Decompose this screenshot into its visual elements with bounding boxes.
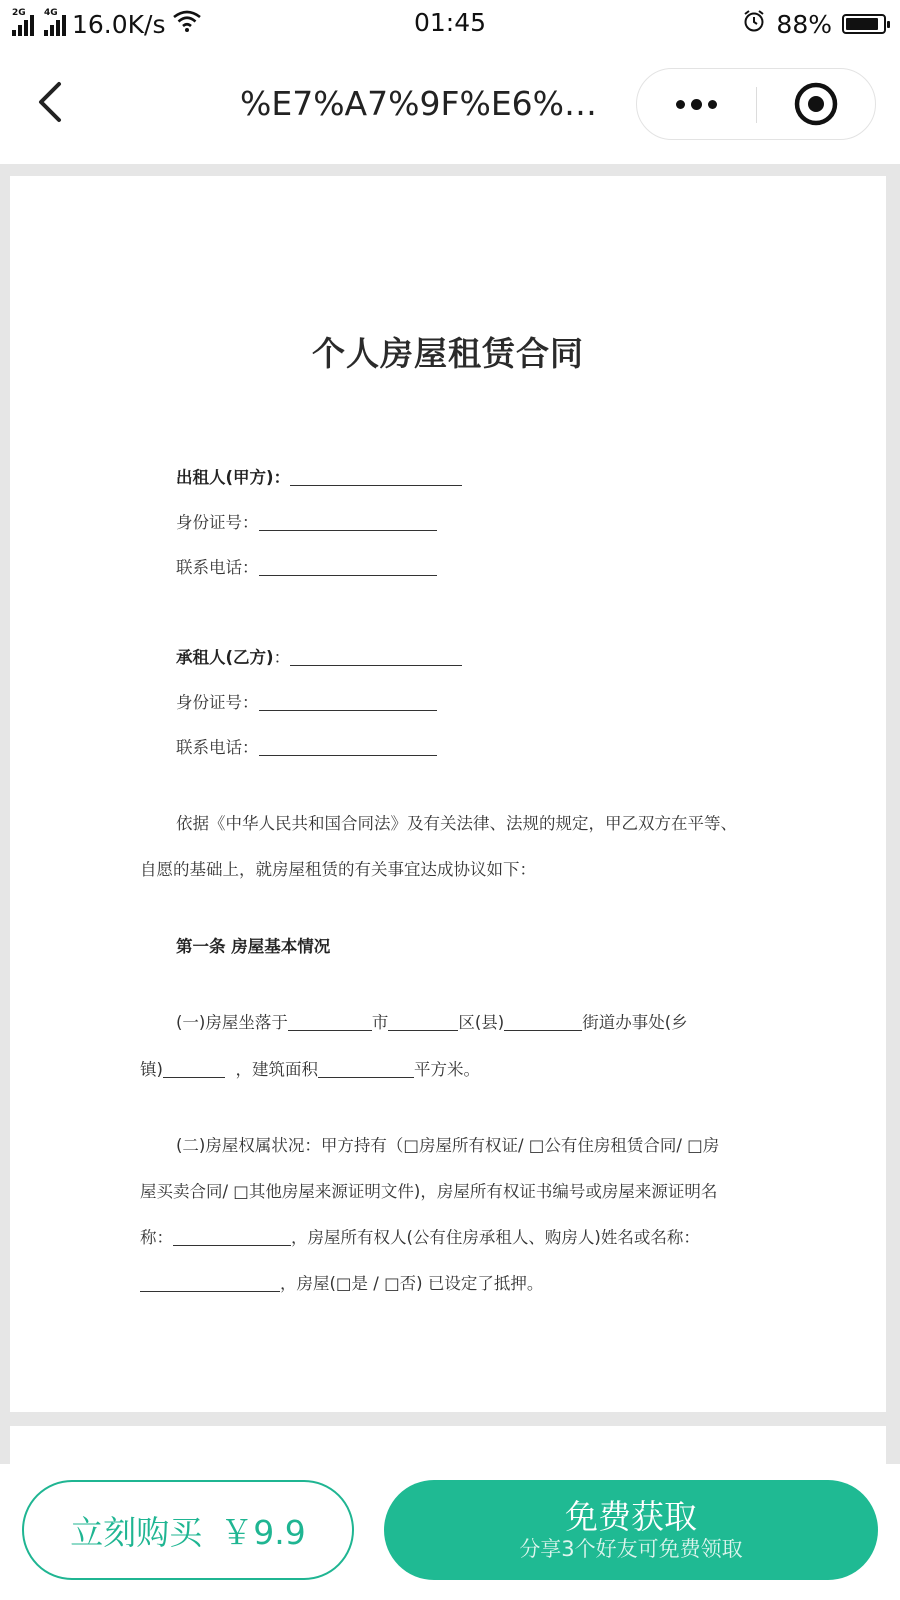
network-speed: 16.0K/s xyxy=(72,9,166,39)
free-label: 免费获取 xyxy=(565,1497,697,1536)
close-miniprogram-button[interactable] xyxy=(757,69,875,139)
more-icon xyxy=(676,100,685,109)
back-button[interactable] xyxy=(20,70,80,134)
alarm-icon xyxy=(742,9,766,39)
status-bar xyxy=(0,0,900,48)
lessor-line: 出租人(甲方)： xyxy=(176,464,462,488)
get-free-button[interactable] xyxy=(384,1480,878,1580)
document-page xyxy=(10,176,886,1412)
document-title: 个人房屋租赁合同 xyxy=(312,334,584,373)
intro-line-1: 依据《中华人民共和国合同法》及有关法律、法规的规定，甲乙双方在平等、 xyxy=(176,814,737,833)
clause-1-line-1: (一)房屋坐落于 市 区(县) 街道办事处(乡 xyxy=(176,1013,688,1032)
intro-line-2: 自愿的基础上，就房屋租赁的有关事宜达成协议如下： xyxy=(140,860,536,879)
clock: 01:45 xyxy=(413,8,487,37)
article-1-title: 第一条 房屋基本情况 xyxy=(176,937,331,956)
lessor-phone-line: 联系电话： xyxy=(176,554,437,578)
signal-2g-icon: 2G xyxy=(12,12,34,36)
buy-label: 立刻购买 xyxy=(70,1512,203,1552)
status-right xyxy=(742,8,886,40)
lessee-line: 承租人(乙方)： xyxy=(176,644,462,668)
miniprogram-capsule xyxy=(636,68,876,140)
lessee-phone-line: 联系电话： xyxy=(176,734,437,758)
battery-icon xyxy=(842,14,886,34)
buy-now-button[interactable] xyxy=(22,1480,354,1580)
clause-2-line-3: 称： ，房屋所有权人(公有住房承租人、购房人)姓名或名称： xyxy=(140,1228,700,1247)
free-sub-label: 分享3个好友可免费领取 xyxy=(519,1537,743,1561)
lessor-id-line: 身份证号： xyxy=(176,509,437,533)
page-title: %E7%A7%9F%E6%… xyxy=(240,84,598,123)
more-button[interactable] xyxy=(637,69,755,139)
nav-bar xyxy=(0,48,900,164)
clause-2-line-2: 屋买卖合同/ □其他房屋来源证明文件)，房屋所有权证书编号或房屋来源证明名 xyxy=(140,1182,718,1201)
clause-2-line-1: (二)房屋权属状况：甲方持有（□房屋所有权证/ □公有住房租赁合同/ □房 xyxy=(176,1136,720,1155)
battery-percent: 88% xyxy=(776,9,832,39)
signal-4g-icon: 4G xyxy=(44,12,66,36)
chevron-left-icon xyxy=(35,80,65,124)
lessee-id-line: 身份证号： xyxy=(176,689,437,713)
bottom-action-bar xyxy=(0,1464,900,1600)
document-page-2 xyxy=(10,1426,886,1464)
clause-2-line-4: ，房屋(□是 / □否) 已设定了抵押。 xyxy=(140,1270,543,1294)
price: ￥9.9 xyxy=(220,1512,306,1552)
document-viewer[interactable] xyxy=(0,164,900,1464)
target-close-icon xyxy=(793,81,839,127)
clause-1-line-2: 镇) ，建筑面积 平方米。 xyxy=(140,1060,480,1079)
